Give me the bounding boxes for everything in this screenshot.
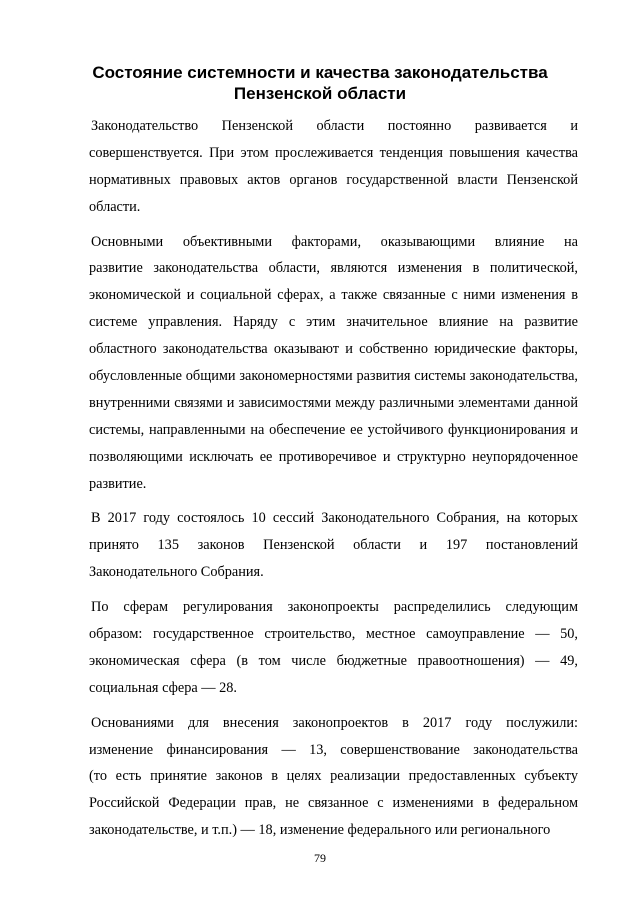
text-line: системе управления. Наряду с этим значительное влияние на развитие <box>89 314 578 331</box>
text-line: совершенствуется. При этом прослеживается тенденция повышения качества <box>89 144 578 161</box>
text-line: нормативных правовых актов органов государственной власти Пензенской <box>89 171 578 188</box>
text-line: экономической и социальной сферах, а также связанные с ними изменения в <box>89 287 578 304</box>
text-line: По сферам регулирования законопроекты распределились следующим <box>91 599 578 616</box>
text-line: Законодательного Собрания. <box>89 564 264 581</box>
text-line: экономическая сфера (в том числе бюджетные правоотношения) — 49, <box>89 652 578 669</box>
text-line: обусловленные общими закономерностями развития системы законодательства, <box>89 368 578 385</box>
text-line: развитие. <box>89 475 147 492</box>
text-line: внутренними связями и зависимостями между различными элементами данной <box>89 394 578 411</box>
title-line-2: Пензенской области <box>233 84 407 103</box>
document-title <box>60 62 580 104</box>
paragraph <box>89 505 578 586</box>
page-number: 79 <box>314 851 326 865</box>
text-line: социальная сфера — 28. <box>89 679 238 696</box>
text-line: развитие законодательства области, являются изменения в политической, <box>89 260 578 277</box>
title-line-1: Состояние системности и качества законодательства <box>92 63 548 82</box>
paragraph <box>89 229 578 498</box>
text-line: изменение финансирования — 13, совершенствование законодательства <box>89 741 578 758</box>
paragraph <box>89 594 578 702</box>
text-line: законодательстве, и т.п.) — 18, изменение федерального или регионального <box>89 822 551 839</box>
text-line: Российской Федерации прав, не связанное с изменениями в федеральном <box>89 795 578 812</box>
text-line: позволяющими исключать ее противоречивое и структурно неупорядоченное <box>89 448 578 465</box>
text-line: принято 135 законов Пензенской области и 197 постановлений <box>89 537 578 554</box>
text-line: образом: государственное строительство, местное самоуправление — 50, <box>89 626 578 643</box>
text-line: области. <box>89 198 141 215</box>
paragraph <box>89 710 578 844</box>
text-line: Основными объективными факторами, оказывающими влияние на <box>91 233 578 250</box>
text-line: В 2017 году состоялось 10 сессий Законодательного Собрания, на которых <box>91 510 578 527</box>
text-line: системы, направленными на обеспечение ее устойчивого функционирования и <box>89 421 578 438</box>
text-line: (то есть принятие законов в целях реализации предоставленных субъекту <box>89 768 578 785</box>
text-line: Основаниями для внесения законопроектов в 2017 году послужили: <box>91 714 578 731</box>
document-body <box>89 113 578 852</box>
text-line: областного законодательства оказывают и собственно юридические факторы, <box>89 341 578 358</box>
paragraph <box>89 113 578 221</box>
text-line: Законодательство Пензенской области постоянно развивается и <box>91 118 578 134</box>
